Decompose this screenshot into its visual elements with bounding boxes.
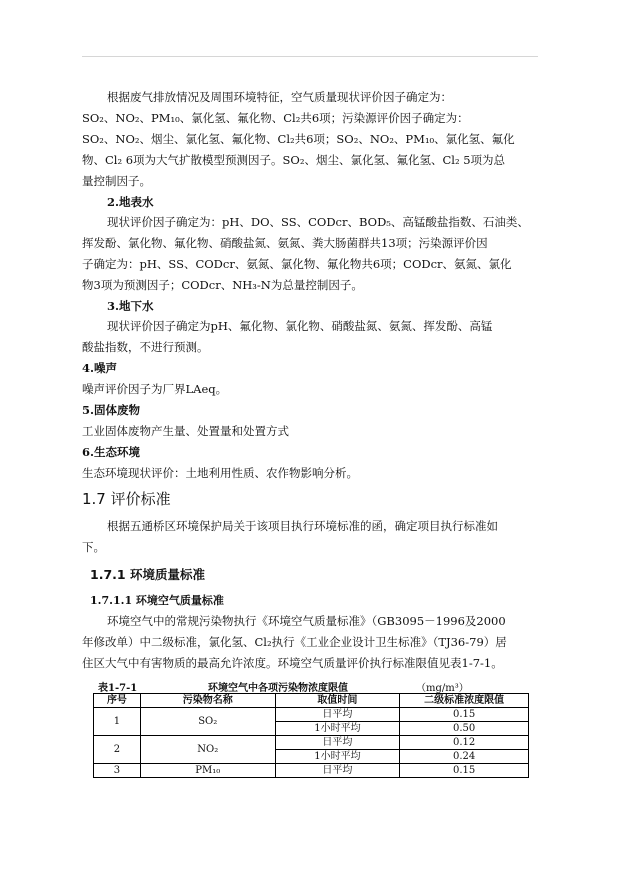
cell-time: 日平均: [275, 708, 400, 722]
s1-line5: 量控制因子。: [82, 174, 151, 188]
s1-line4: 物、Cl₂ 6项为大气扩散模型预测因子。SO₂、烟尘、氯化氢、氟化氢、Cl₂ 5项为总: [82, 153, 506, 167]
cell-no: 3: [94, 764, 141, 778]
sec1711-line2: 年修改单）中二级标准，氯化氢、Cl₂执行《工业企业设计卫生标准》（TJ36-79）居: [82, 635, 507, 649]
table-header-row: [94, 694, 529, 708]
header-time: 取值时间: [275, 694, 400, 708]
header-rule: [82, 56, 538, 57]
table-label: 表1-7-1: [98, 683, 138, 694]
cell-time: 日平均: [275, 764, 400, 778]
table-row: [94, 708, 529, 722]
section-1-7-1-1-title: 1.7.1.1 环境空气质量标准: [90, 594, 224, 607]
cell-limit: 0.15: [400, 764, 529, 778]
section-1-7-1-title: 1.7.1 环境质量标准: [90, 567, 205, 582]
heading-surface-water: 2.地表水: [107, 195, 154, 209]
sec17-line2: 下。: [82, 540, 105, 554]
cell-pollutant: NO₂: [140, 736, 275, 764]
table-row: [94, 736, 529, 750]
cell-time: 日平均: [275, 736, 400, 750]
header-pollutant: 污染物名称: [140, 694, 275, 708]
header-no: 序号: [94, 694, 141, 708]
cell-limit: 0.12: [400, 736, 529, 750]
heading-solid-waste: 5.固体废物: [82, 403, 141, 417]
cell-no: 1: [94, 708, 141, 736]
s2-line2: 挥发酚、氯化物、氟化物、硝酸盐氮、氨氮、粪大肠菌群共13项；污染源评价因: [82, 236, 488, 250]
section-1-7-title: 1.7 评价标准: [82, 490, 171, 508]
s1-line2: SO₂、NO₂、PM₁₀、氯化氢、氟化物、Cl₂共6项；污染源评价因子确定为：: [82, 111, 469, 125]
cell-limit: 0.15: [400, 708, 529, 722]
table-title: 环境空气中各项污染物浓度限值: [208, 683, 348, 694]
table-row: [94, 764, 529, 778]
s1-line3: SO₂、NO₂、烟尘、氯化氢、氟化物、Cl₂共6项；SO₂、NO₂、PM₁₀、氯化氢、氟化: [82, 132, 515, 146]
s4-line1: 噪声评价因子为厂界LAeq。: [82, 382, 228, 396]
heading-groundwater: 3.地下水: [107, 299, 154, 313]
heading-noise: 4.噪声: [82, 361, 118, 375]
header-limit: 二级标准浓度限值: [400, 694, 529, 708]
cell-limit: 0.50: [400, 722, 529, 736]
s2-line4: 物3项为预测因子；CODcr、NH₃-N为总量控制因子。: [82, 278, 363, 292]
cell-pollutant: SO₂: [140, 708, 275, 736]
cell-limit: 0.24: [400, 750, 529, 764]
s5-line1: 工业固体废物产生量、处置量和处置方式: [82, 424, 289, 438]
sec1711-line3: 住区大气中有害物质的最高允许浓度。环境空气质量评价执行标准限值见表1-7-1。: [82, 656, 503, 670]
s3-line2: 酸盐指数，不进行预测。: [82, 340, 209, 354]
cell-time: 1小时平均: [275, 722, 400, 736]
s2-line1: 现状评价因子确定为：pH、DO、SS、CODcr、BOD₅、高锰酸盐指数、石油类、: [107, 215, 529, 229]
sec17-line1: 根据五通桥区环境保护局关于该项目执行环境标准的函，确定项目执行标准如: [107, 519, 498, 533]
cell-pollutant: PM₁₀: [140, 764, 275, 778]
s6-line1: 生态环境现状评价：土地利用性质、农作物影响分析。: [82, 466, 358, 480]
s2-line3: 子确定为：pH、SS、CODcr、氨氮、氯化物、氟化物共6项；CODcr、氨氮、氯化: [82, 257, 512, 271]
pollutant-limits-table: [93, 693, 529, 778]
sec1711-line1: 环境空气中的常规污染物执行《环境空气质量标准》（GB3095－1996及2000: [107, 614, 506, 628]
heading-ecology: 6.生态环境: [82, 445, 141, 459]
cell-no: 2: [94, 736, 141, 764]
s1-intro: 根据废气排放情况及周围环境特征，空气质量现状评价因子确定为：: [107, 90, 452, 104]
cell-time: 1小时平均: [275, 750, 400, 764]
table-unit: （mg/m³）: [416, 683, 469, 694]
s3-line1: 现状评价因子确定为pH、氟化物、氯化物、硝酸盐氮、氨氮、挥发酚、高锰: [107, 319, 493, 333]
